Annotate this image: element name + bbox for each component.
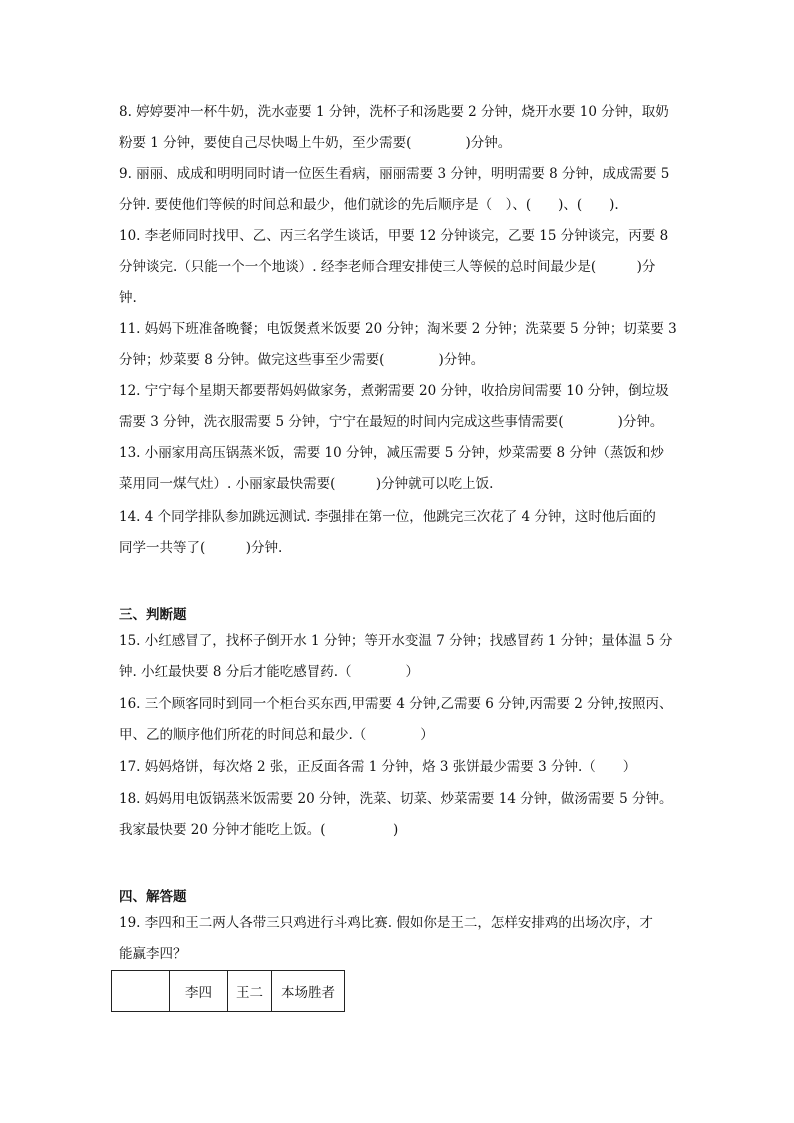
question-12 (119, 376, 694, 438)
question-13 (119, 438, 694, 500)
question-line: 我家最快要 20 分钟才能吃上饭。( ) (119, 822, 399, 838)
question-19 (119, 908, 694, 970)
question-line: 14. 4 个同学排队参加跳远测试. 李强排在第一位，他跳完三次花了 4 分钟，这时他后面的 (119, 509, 656, 525)
question-line: 钟. 小红最快要 8 分后才能吃感冒药.（ ） (119, 664, 420, 680)
question-line: 钟. (119, 290, 137, 306)
question-line: 11. 妈妈下班准备晚餐；电饭煲煮米饭要 20 分钟；淘米要 2 分钟；洗菜要 5 分钟；切菜要 3 (119, 321, 677, 337)
question-line: 甲、乙的顺序他们所花的时间总和最少.（ ） (119, 727, 434, 743)
question-14 (119, 502, 694, 564)
section-heading-solve: 四、解答题 (119, 889, 187, 905)
question-line: 15. 小红感冒了，找杯子倒开水 1 分钟；等开水变温 7 分钟；找感冒药 1 分钟；量体温 5 分 (119, 633, 673, 649)
question-17 (119, 752, 694, 783)
question-line: 10. 李老师同时找甲、乙、丙三名学生谈话，甲要 12 分钟谈完，乙要 15 分钟谈完，丙要 8 (119, 228, 669, 244)
question-line: 17. 妈妈烙饼，每次烙 2 张，正反面各需 1 分钟，烙 3 张饼最少需要 3 分钟.（ ） (119, 759, 637, 775)
table-header-cell: 本场胜者 (272, 971, 345, 1012)
answer-table (111, 970, 345, 1012)
table-row (112, 971, 345, 1012)
question-16 (119, 689, 694, 751)
question-line: 19. 李四和王二两人各带三只鸡进行斗鸡比赛. 假如你是王二，怎样安排鸡的出场次序，才 (119, 915, 653, 931)
question-line: 同学一共等了( )分钟. (119, 540, 283, 556)
table-header-cell: 王二 (228, 971, 272, 1012)
question-line: 12. 宁宁每个星期天都要帮妈妈做家务，煮粥需要 20 分钟，收拾房间需要 10 分钟，倒垃圾 (119, 383, 669, 399)
question-line: 需要 3 分钟，洗衣服需要 5 分钟，宁宁在最短的时间内完成这些事情需要( )分钟。 (119, 414, 664, 430)
question-line: 18. 妈妈用电饭锅蒸米饭需要 20 分钟，洗菜、切菜、炒菜需要 14 分钟，做汤需要 5 分钟。 (119, 791, 673, 807)
question-8 (119, 97, 694, 159)
question-15 (119, 626, 694, 688)
question-9 (119, 159, 694, 221)
question-line: 分钟谈完.（只能一个一个地谈）. 经李老师合理安排使三人等候的总时间最少是( )分 (119, 259, 656, 275)
question-line: 粉要 1 分钟，要使自己尽快喝上牛奶，至少需要( )分钟。 (119, 135, 512, 151)
question-line: 16. 三个顾客同时到同一个柜台买东西,甲需要 4 分钟,乙需要 6 分钟,丙需要 2 分钟,按照丙、 (119, 696, 673, 712)
question-line: 能赢李四？ (119, 946, 187, 962)
question-line: 分钟；炒菜要 8 分钟。做完这些事至少需要( )分钟。 (119, 352, 485, 368)
section-heading-judge: 三、判断题 (119, 607, 187, 623)
question-line: 菜用同一煤气灶）. 小丽家最快需要( )分钟就可以吃上饭. (119, 476, 494, 492)
table-header-cell: 李四 (170, 971, 228, 1012)
question-11 (119, 314, 694, 376)
question-line: 9. 丽丽、成成和明明同时请一位医生看病，丽丽需要 3 分钟，明明需要 8 分钟，成成需要 5 (119, 166, 670, 182)
question-18 (119, 784, 694, 846)
question-line: 13. 小丽家用高压锅蒸米饭，需要 10 分钟，减压需要 5 分钟，炒菜需要 8 分钟（蒸饭和炒 (119, 445, 664, 461)
question-line: 8. 婷婷要冲一杯牛奶，洗水壶要 1 分钟，洗杯子和汤匙要 2 分钟，烧开水要 10 分钟，取奶 (119, 104, 669, 120)
question-10 (119, 221, 694, 314)
table-cell (112, 971, 170, 1012)
question-line: 分钟. 要使他们等候的时间总和最少，他们就诊的先后顺序是（ ）、( )、( ). (119, 197, 619, 213)
